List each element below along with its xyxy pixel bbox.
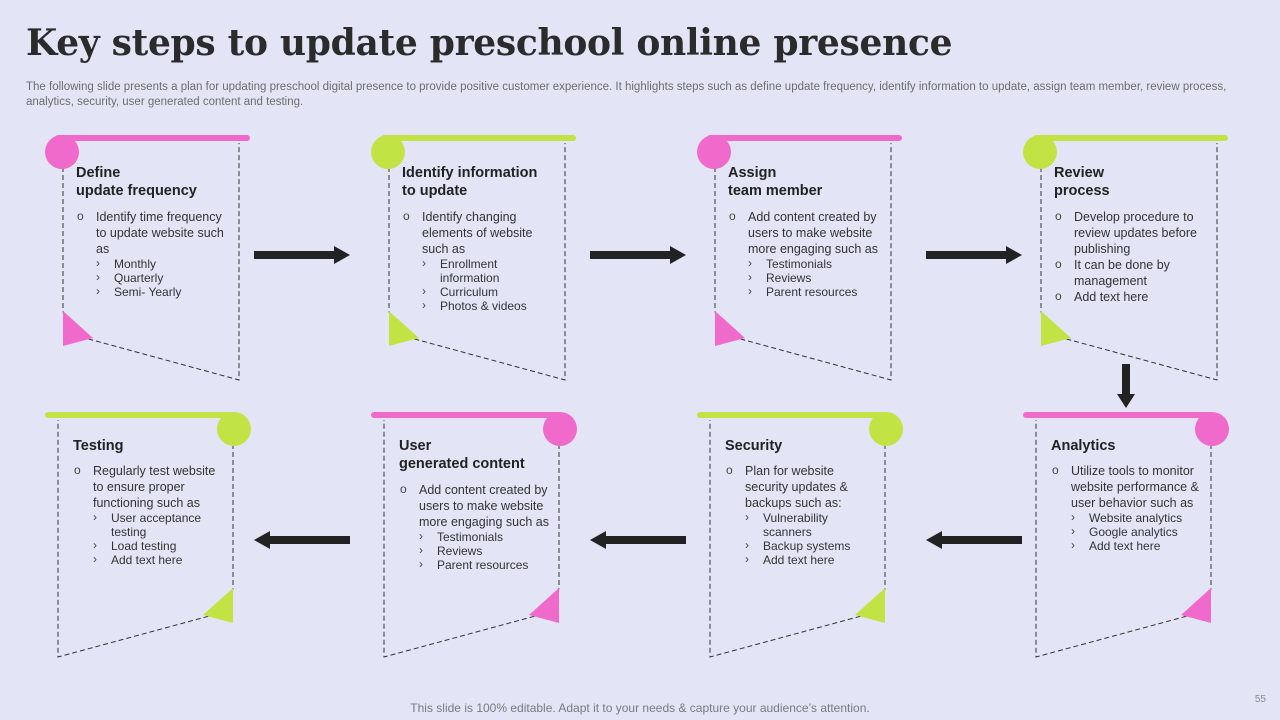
step-bullet-list [402,209,552,313]
arrow-left-icon [590,531,686,549]
step-card [697,133,907,383]
step-bullet-text: Add text here [1074,290,1149,304]
step-sub-item: › Load testing [93,539,223,553]
step-sub-item: › Website analytics [1071,511,1201,525]
step-bullet-text: Identify changing elements of website such as [422,210,533,256]
step-heading [728,164,822,200]
step-bullet-text: Add content created by users to make website more engaging such as [419,483,549,529]
step-bullet [1051,463,1201,553]
step-heading-line: User [399,438,432,454]
arrow-right-icon [254,246,350,264]
step-heading [76,164,197,200]
step-heading-line: update frequency [76,183,197,199]
step-bullet-list [725,463,875,567]
arrow-right-icon [590,246,686,264]
step-sub-item: › Add text here [1071,539,1201,553]
step-bullet-list [76,209,226,299]
step-sub-list [1071,511,1201,553]
step-heading-line: Testing [73,438,124,454]
step-card [697,410,907,660]
step-bullet [402,209,552,313]
step-sub-list [748,257,878,299]
step-bullet-list [399,482,549,572]
step-sub-list [745,511,875,567]
step-bullet-text: Regularly test website to ensure proper functioning such as [93,464,216,510]
step-heading-line: generated content [399,456,525,472]
step-sub-item: › Google analytics [1071,525,1201,539]
step-sub-item: › Testimonials [419,530,549,544]
step-sub-item: › Monthly [96,257,226,271]
step-bullet-text: Add content created by users to make website more engaging such as [748,210,878,256]
step-sub-item: › Testimonials [748,257,878,271]
step-heading [1051,437,1115,455]
step-bullet-text: Plan for website security updates & backups such as: [745,464,848,510]
step-sub-list [422,257,552,313]
step-heading-line: Assign [728,165,777,181]
step-sub-list [96,257,226,299]
step-card [1023,133,1233,383]
step-heading-line: to update [402,183,468,199]
step-sub-item: › Parent resources [419,558,549,572]
step-card [45,410,255,660]
step-bullet-text: Develop procedure to review updates before publishing [1074,210,1197,256]
step-heading [1054,164,1110,200]
step-bullet-text: Identify time frequency to update website such as [96,210,224,256]
arrow-left-icon [254,531,350,549]
step-sub-item: › Semi- Yearly [96,285,226,299]
slide-title: Key steps to update preschool online presence [26,22,953,64]
step-bullet [399,482,549,572]
step-sub-item: › Parent resources [748,285,878,299]
step-heading-line: process [1054,183,1110,199]
step-bullet [76,209,226,299]
step-sub-item: › User acceptance testing [93,511,223,539]
step-sub-item: › Reviews [419,544,549,558]
step-card [45,133,255,383]
step-bullet [1054,257,1204,289]
step-bullet-text: Utilize tools to monitor website performance & user behavior such as [1071,464,1199,510]
step-heading-line: team member [728,183,823,199]
step-sub-item: › Curriculum [422,285,552,299]
page-number: 55 [1254,694,1266,705]
step-sub-item: › Vulnerability scanners [745,511,875,539]
step-card [1023,410,1233,660]
step-sub-item: › Enrollment information [422,257,552,285]
step-sub-item: › Add text here [745,553,875,567]
step-heading [399,437,525,473]
step-heading [73,437,123,455]
step-card [371,410,581,660]
step-sub-list [419,530,549,572]
step-bullet-text: It can be done by management [1074,258,1170,288]
step-sub-item: › Photos & videos [422,299,552,313]
step-card [371,133,581,383]
step-heading-line: Define [76,165,121,181]
step-sub-item: › Quarterly [96,271,226,285]
step-heading-line: Review [1054,165,1104,181]
step-bullet [725,463,875,567]
step-bullet [73,463,223,567]
slide-subtitle: The following slide presents a plan for updating preschool digital presence to provide positive customer experience. It highlights steps such as define update frequency, identify information to update, assign team member, review process, analytics, security, user generated content and testing. [26,81,1227,108]
arrow-down-icon [1117,364,1135,408]
arrow-right-icon [926,246,1022,264]
step-bullet [1054,209,1204,257]
step-heading [402,164,537,200]
step-bullet-list [73,463,223,567]
step-bullet-list [1051,463,1201,553]
step-heading-line: Analytics [1051,438,1116,454]
step-bullet-list [1054,209,1204,305]
step-heading [725,437,782,455]
step-sub-item: › Add text here [93,553,223,567]
arrow-left-icon [926,531,1022,549]
step-bullet-list [728,209,878,299]
slide-footer: This slide is 100% editable. Adapt it to your needs & capture your audience’s attention. [410,701,870,715]
step-bullet [1054,289,1204,305]
step-heading-line: Security [725,438,783,454]
step-bullet [728,209,878,299]
step-heading-line: Identify information [402,165,538,181]
step-sub-item: › Reviews [748,271,878,285]
step-sub-item: › Backup systems [745,539,875,553]
step-sub-list [93,511,223,567]
